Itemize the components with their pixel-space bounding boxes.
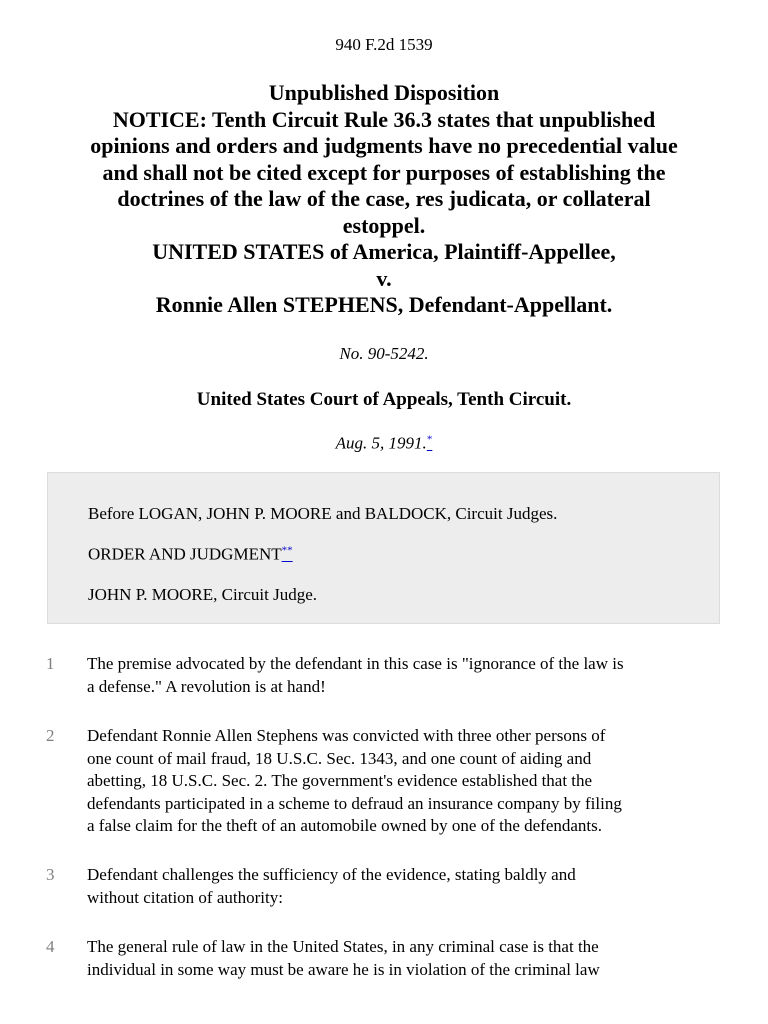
notice-line: NOTICE: Tenth Circuit Rule 36.3 states that unpublished [112, 106, 656, 132]
case-heading [40, 80, 728, 319]
plaintiff-party: UNITED STATES of America, Plaintiff-Appellee, [152, 239, 616, 264]
defendant-party: Ronnie Allen STEPHENS, Defendant-Appellant. [155, 292, 613, 317]
paragraph-line: a false claim for the theft of an automobile owned by one of the defendants. [87, 816, 603, 835]
paragraph-line: The premise advocated by the defendant in this case is "ignorance of the law is [87, 654, 624, 673]
paragraph-line: The general rule of law in the United States, in any criminal case is that the [87, 937, 599, 956]
paragraph-number: 1 [46, 654, 55, 673]
docket-number: No. 90-5242. [339, 344, 429, 363]
paragraph-number: 3 [46, 865, 55, 884]
paragraph-line: abetting, 18 U.S.C. Sec. 2. The government's evidence established that the [87, 771, 593, 790]
panel-judges-line: Before LOGAN, JOHN P. MOORE and BALDOCK, Circuit Judges. [88, 504, 558, 523]
notice-line: doctrines of the law of the case, res judicata, or collateral [117, 186, 651, 211]
order-and-judgment-line [88, 544, 293, 565]
order-label: ORDER AND JUDGMENT [88, 544, 282, 564]
paragraph-text [87, 653, 727, 698]
judges-panel [47, 472, 720, 624]
paragraph-line: Defendant challenges the sufficiency of the evidence, stating baldly and [87, 865, 576, 884]
versus-label: v. [376, 265, 392, 291]
notice-line: opinions and orders and judgments have no precedential value [90, 133, 678, 158]
notice-line: and shall not be cited except for purposes of establishing the [102, 159, 666, 185]
disposition-title: Unpublished Disposition [268, 80, 500, 105]
decision-date [0, 433, 768, 454]
date-footnote-link[interactable]: * [426, 433, 433, 445]
paragraph-text [87, 936, 727, 981]
order-footnote-link[interactable]: ** [281, 544, 293, 556]
paragraph-line: one count of mail fraud, 18 U.S.C. Sec. 1343, and one count of aiding and [87, 748, 592, 768]
decision-date-text: Aug. 5, 1991. [335, 433, 427, 453]
paragraph-text [87, 864, 727, 909]
paragraph-line: defendants participated in a scheme to defraud an insurance company by filing [87, 793, 622, 813]
court-name: United States Court of Appeals, Tenth Circuit. [196, 389, 572, 410]
paragraph-text [87, 725, 727, 838]
paragraph-number: 2 [46, 726, 55, 745]
paragraph-line: without citation of authority: [87, 887, 283, 907]
case-citation: 940 F.2d 1539 [335, 35, 433, 54]
notice-line: estoppel. [342, 212, 426, 238]
authoring-judge-line: JOHN P. MOORE, Circuit Judge. [88, 585, 318, 604]
paragraph-number: 4 [46, 937, 55, 956]
paragraph-line: a defense." A revolution is at hand! [87, 676, 326, 696]
paragraph-line: individual in some way must be aware he is in violation of the criminal law [87, 959, 600, 979]
paragraph-line: Defendant Ronnie Allen Stephens was convicted with three other persons of [87, 726, 606, 745]
